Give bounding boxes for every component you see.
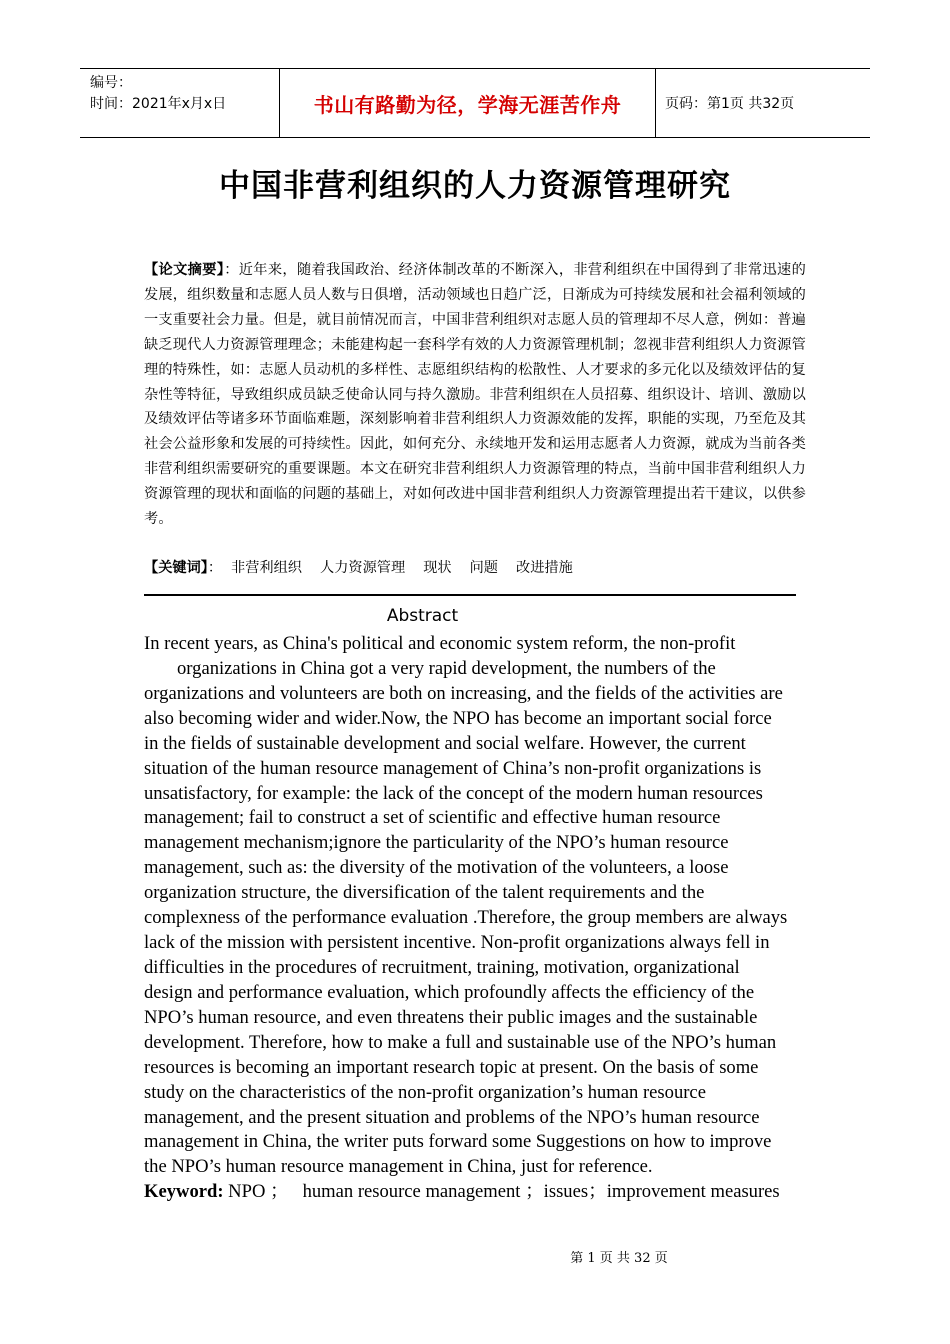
abstract-line: management mechanism;ignore the particularity of the NPO’s human resource: [144, 832, 729, 854]
english-keywords-label: Keyword:: [144, 1181, 224, 1202]
abstract-line: also becoming wider and wider.Now, the NPO has become an important social force: [144, 707, 772, 729]
abstract-line: resources is becoming an important research topic at present. On the basis of some: [144, 1056, 759, 1078]
chinese-keywords: [144, 556, 806, 580]
abstract-line: development. Therefore, how to make a full and sustainable use of the NPO’s human: [144, 1031, 777, 1053]
english-keywords-text: NPO ； human resource management ；issues；improvement measures: [223, 1181, 780, 1202]
abstract-line: difficulties in the procedures of recruitment, training, motivation, organizational: [144, 956, 740, 978]
abstract-line: design and performance evaluation, which profoundly affects the efficiency of the: [144, 981, 755, 1003]
document-date: 时间：2021年x月x日: [90, 96, 227, 112]
chinese-abstract: [144, 258, 806, 532]
abstract-line: In recent years, as China's political and economic system reform, the non-profit: [144, 633, 736, 654]
abstract-heading: Abstract: [386, 606, 459, 626]
chinese-keywords-label: 【关键词】: [144, 560, 208, 576]
header-page-info: 页码：第1页 共32页: [665, 96, 795, 112]
section-divider: [144, 594, 796, 596]
abstract-line: study on the characteristics of the non-profit organization’s human resource: [144, 1081, 706, 1103]
chinese-abstract-text: ：近年来，随着我国政治、经济体制改革的不断深入，非营利组织在中国得到了非常迅速的发展，组织数量和志愿人员人数与日俱增，活动领域也日趋广泛，日渐成为可持续发展和社会福利领域的一支重要社会力量。但是，就目前情况而言，中国非营利组织对志愿人员的管理却不尽人意，例如：普遍缺乏现代人力资源管理理念；未能建构起一套科学有效的人力资源管理机制；忽视非营利组织人力资源管理的特殊性，如：志愿人员动机的多样性、志愿组织结构的松散性、人才要求的多元化以及绩效评估的复杂性等特征，导致组织成员缺乏使命认同与持久激励。非营利组织在人员招募、组织设计、培训、激励以及绩效评估等诸多环节面临难题，深刻影响着非营利组织人力资源效能的发挥，职能的实现，乃至危及其社会公益形象和发展的可持续性。因此，如何充分、永续地开发和运用志愿者人力资源，就成为当前各类非营利组织需要研究的重要课题。本文在研究非营利组织人力资源管理的特点，当前中国非营利组织人力资源管理的现状和面临的问题的基础上，对如何改进中国非营利组织人力资源管理提出若干建议，以供参考。: [144, 262, 806, 528]
abstract-line: situation of the human resource management of China’s non-profit organizations is: [144, 757, 762, 779]
abstract-line: management; fail to construct a set of scientific and effective human resource: [144, 807, 721, 829]
abstract-line: the NPO’s human resource management in China, just for reference.: [144, 1156, 653, 1178]
abstract-line: management, and the present situation and problems of the NPO’s human resource: [144, 1106, 760, 1128]
abstract-line: organizations and volunteers are both on increasing, and the fields of the activities are: [144, 682, 783, 704]
abstract-line: organizations in China got a very rapid development, the numbers of the: [177, 657, 716, 679]
document-header: [80, 68, 870, 138]
abstract-line: organization structure, the diversification of the talent requirements and the: [144, 882, 705, 904]
abstract-line: unsatisfactory, for example: the lack of the concept of the modern human resources: [144, 782, 763, 804]
abstract-line: in the fields of sustainable development and social welfare. However, the current: [144, 732, 746, 754]
english-keywords: [144, 1180, 816, 1204]
page-footer: 第 1 页 共 32 页: [570, 1251, 668, 1266]
chinese-abstract-label: 【论文摘要】: [144, 262, 225, 278]
header-motto: 书山有路勤为径，学海无涯苦作舟: [313, 92, 622, 117]
abstract-line: complexness of the performance evaluation .Therefore, the group members are always: [144, 907, 788, 929]
chinese-keywords-text: ： 非营利组织 人力资源管理 现状 问题 改进措施: [207, 560, 573, 576]
paper-title: 中国非营利组织的人力资源管理研究: [219, 168, 731, 204]
header-meta: [80, 69, 280, 137]
abstract-line: lack of the mission with persistent incentive. Non-profit organizations always fell in: [144, 932, 770, 954]
abstract-line: NPO’s human resource, and even threatens their public images and the sustainable: [144, 1006, 758, 1028]
abstract-line: management in China, the writer puts forward some Suggestions on how to improve: [144, 1131, 772, 1153]
serial-number: 编号：: [90, 75, 132, 91]
header-motto-cell: [280, 69, 656, 137]
english-abstract: [144, 632, 816, 1180]
abstract-line: management, such as: the diversity of the motivation of the volunteers, a loose: [144, 857, 729, 879]
